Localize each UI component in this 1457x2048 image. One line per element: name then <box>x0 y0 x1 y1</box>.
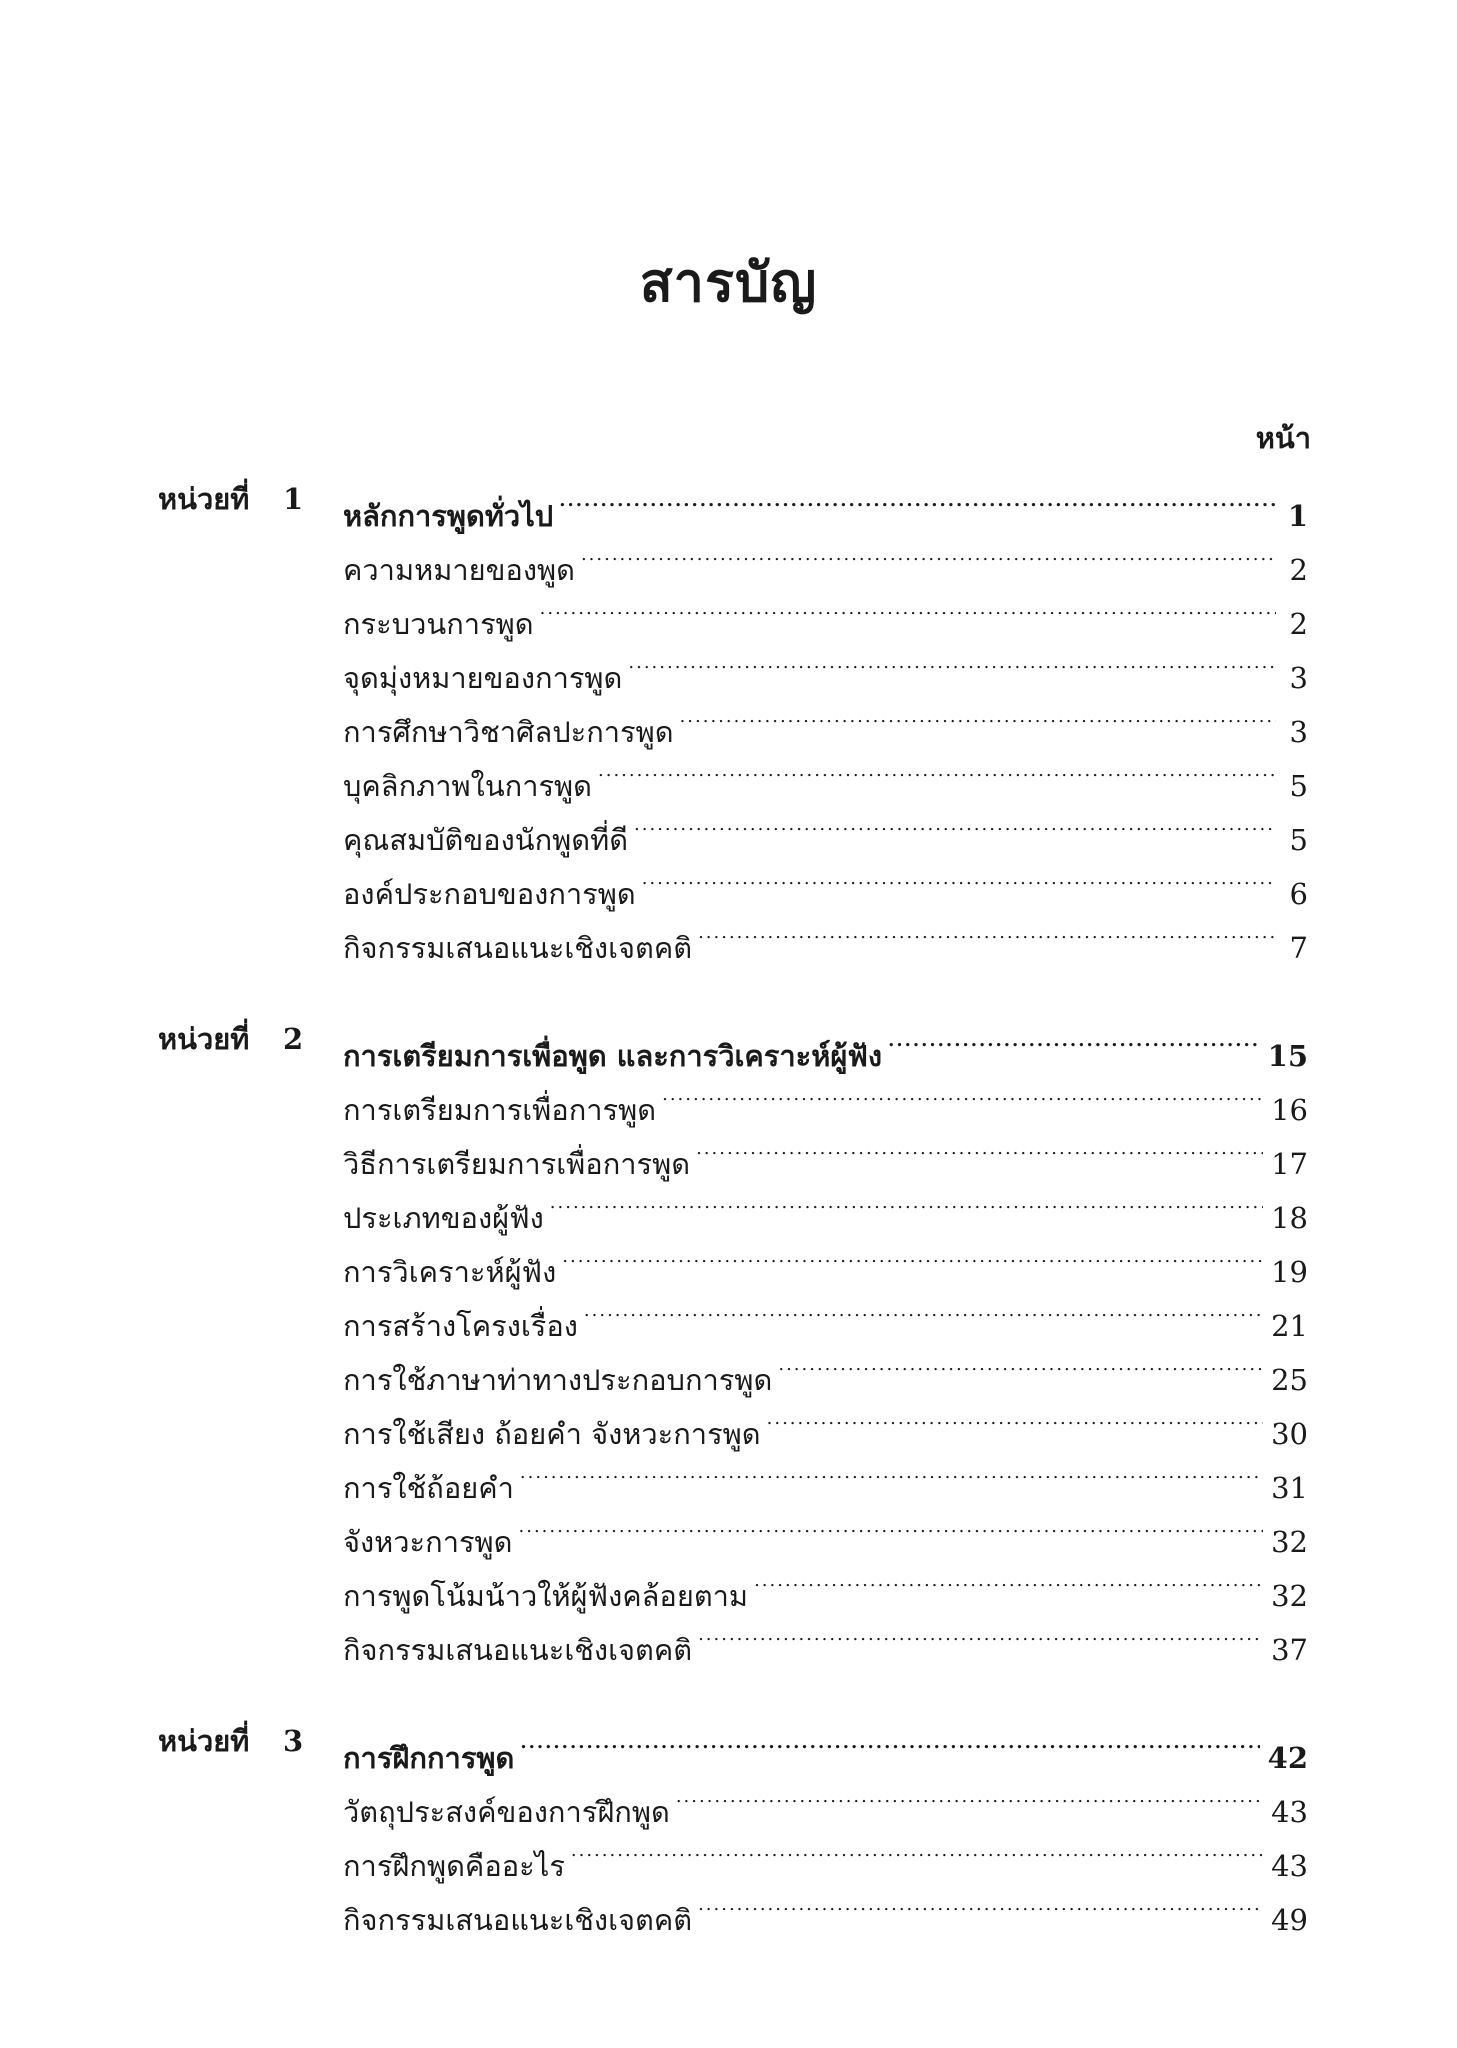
dot-leader <box>559 472 1276 526</box>
entry-page-number: 30 <box>1271 1417 1308 1451</box>
dot-leader <box>581 526 1276 580</box>
dot-leader <box>642 850 1276 904</box>
entry-title: กิจกรรมเสนอแนะเชิงเจตคติ <box>343 1633 693 1667</box>
dot-leader <box>696 1120 1263 1174</box>
dot-leader <box>540 580 1276 634</box>
entry-page-number: 37 <box>1271 1633 1308 1667</box>
entry-page-number: 31 <box>1271 1471 1308 1505</box>
dot-leader <box>698 1606 1263 1660</box>
entry-title: วิธีการเตรียมการเพื่อการพูด <box>343 1147 691 1181</box>
dot-leader <box>634 796 1276 850</box>
dot-leader <box>598 742 1276 796</box>
dot-leader <box>571 1822 1263 1876</box>
dot-leader <box>662 1066 1263 1120</box>
entry-title: การเตรียมการเพื่อพูด และการวิเคราะห์ผู้ฟัง <box>343 1039 883 1073</box>
unit-label-text: หน่วยที่ <box>158 1022 250 1056</box>
unit-entries <box>343 1012 1308 1667</box>
entry-title: จุดมุ่งหมายของการพูด <box>343 661 623 695</box>
toc-units <box>158 472 1308 1984</box>
dot-leader <box>676 1768 1263 1822</box>
entry-page-number: 7 <box>1289 931 1308 965</box>
entry-page-number: 19 <box>1271 1255 1308 1289</box>
dot-leader <box>778 1336 1263 1390</box>
page-title: สารบัญ <box>639 251 818 314</box>
entry-title: กิจกรรมเสนอแนะเชิงเจตคติ <box>343 931 693 965</box>
toc-unit <box>158 472 1308 965</box>
unit-number: 1 <box>283 482 304 516</box>
entry-title: การสร้างโครงเรื่อง <box>343 1309 578 1343</box>
dot-leader <box>519 1498 1264 1552</box>
entry-title: การใช้ถ้อยคำ <box>343 1471 514 1505</box>
dot-leader <box>520 1714 1259 1768</box>
entry-page-number: 5 <box>1289 769 1308 803</box>
unit-heading-entry <box>343 1012 1308 1073</box>
entry-title: กระบวนการพูด <box>343 607 534 641</box>
entry-title: วัตถุประสงค์ของการฝึกพูด <box>343 1795 670 1829</box>
dot-leader <box>520 1444 1263 1498</box>
entry-title: ประเภทของผู้ฟัง <box>343 1201 544 1235</box>
unit-label-text: หน่วยที่ <box>158 482 250 516</box>
dot-leader <box>550 1174 1263 1228</box>
dot-leader <box>767 1390 1263 1444</box>
entry-page-number: 42 <box>1267 1741 1308 1775</box>
dot-leader <box>680 688 1276 742</box>
entry-page-number: 1 <box>1287 499 1308 533</box>
entry-page-number: 15 <box>1267 1039 1308 1073</box>
entry-title: หลักการพูดทั่วไป <box>343 499 554 533</box>
entry-title: จังหวะการพูด <box>343 1525 513 1559</box>
entry-title: บุคลิกภาพในการพูด <box>343 769 593 803</box>
unit-label <box>158 1012 348 1066</box>
entry-page-number: 18 <box>1271 1201 1308 1235</box>
unit-label <box>158 1714 348 1768</box>
unit-number: 3 <box>283 1724 304 1758</box>
entry-page-number: 5 <box>1289 823 1308 857</box>
entry-page-number: 43 <box>1271 1849 1308 1883</box>
entry-page-number: 17 <box>1271 1147 1308 1181</box>
entry-page-number: 32 <box>1271 1525 1308 1559</box>
entry-title: การฝึกการพูด <box>343 1741 515 1775</box>
entry-page-number: 3 <box>1289 661 1308 695</box>
entry-title: การศึกษาวิชาศิลปะการพูด <box>343 715 674 749</box>
entry-page-number: 6 <box>1289 877 1308 911</box>
dot-leader <box>888 1012 1260 1066</box>
dot-leader <box>698 904 1276 958</box>
entry-title: การพูดโน้มน้าวให้ผู้ฟังคล้อยตาม <box>343 1579 749 1613</box>
entry-page-number: 16 <box>1271 1093 1308 1127</box>
dot-leader <box>754 1552 1263 1606</box>
unit-label-text: หน่วยที่ <box>158 1724 250 1758</box>
toc-unit <box>158 1714 1308 1937</box>
unit-label <box>158 472 348 526</box>
dot-leader <box>698 1876 1263 1930</box>
page-column-label: หน้า <box>1255 421 1311 455</box>
entry-page-number: 32 <box>1271 1579 1308 1613</box>
dot-leader <box>584 1282 1263 1336</box>
entry-title: การวิเคราะห์ผู้ฟัง <box>343 1255 557 1289</box>
unit-heading-entry <box>343 472 1308 533</box>
entry-page-number: 2 <box>1289 607 1308 641</box>
dot-leader <box>562 1228 1263 1282</box>
entry-title: การใช้ภาษาท่าทางประกอบการพูด <box>343 1363 773 1397</box>
unit-number: 2 <box>283 1022 304 1056</box>
entry-title: กิจกรรมเสนอแนะเชิงเจตคติ <box>343 1903 693 1937</box>
entry-page-number: 25 <box>1271 1363 1308 1397</box>
entry-title: การใช้เสียง ถ้อยคำ จังหวะการพูด <box>343 1417 761 1451</box>
entry-title: การเตรียมการเพื่อการพูด <box>343 1093 657 1127</box>
entry-page-number: 3 <box>1289 715 1308 749</box>
entry-page-number: 2 <box>1289 553 1308 587</box>
entry-page-number: 43 <box>1271 1795 1308 1829</box>
entry-page-number: 49 <box>1271 1903 1308 1937</box>
dot-leader <box>628 634 1276 688</box>
unit-entries <box>343 472 1308 965</box>
toc-unit <box>158 1012 1308 1667</box>
entry-page-number: 21 <box>1271 1309 1308 1343</box>
entry-title: องค์ประกอบของการพูด <box>343 877 636 911</box>
unit-heading-entry <box>343 1714 1308 1775</box>
entry-title: การฝึกพูดคืออะไร <box>343 1849 565 1883</box>
entry-title: ความหมายของพูด <box>343 553 575 587</box>
unit-entries <box>343 1714 1308 1937</box>
entry-title: คุณสมบัติของนักพูดที่ดี <box>343 823 629 857</box>
